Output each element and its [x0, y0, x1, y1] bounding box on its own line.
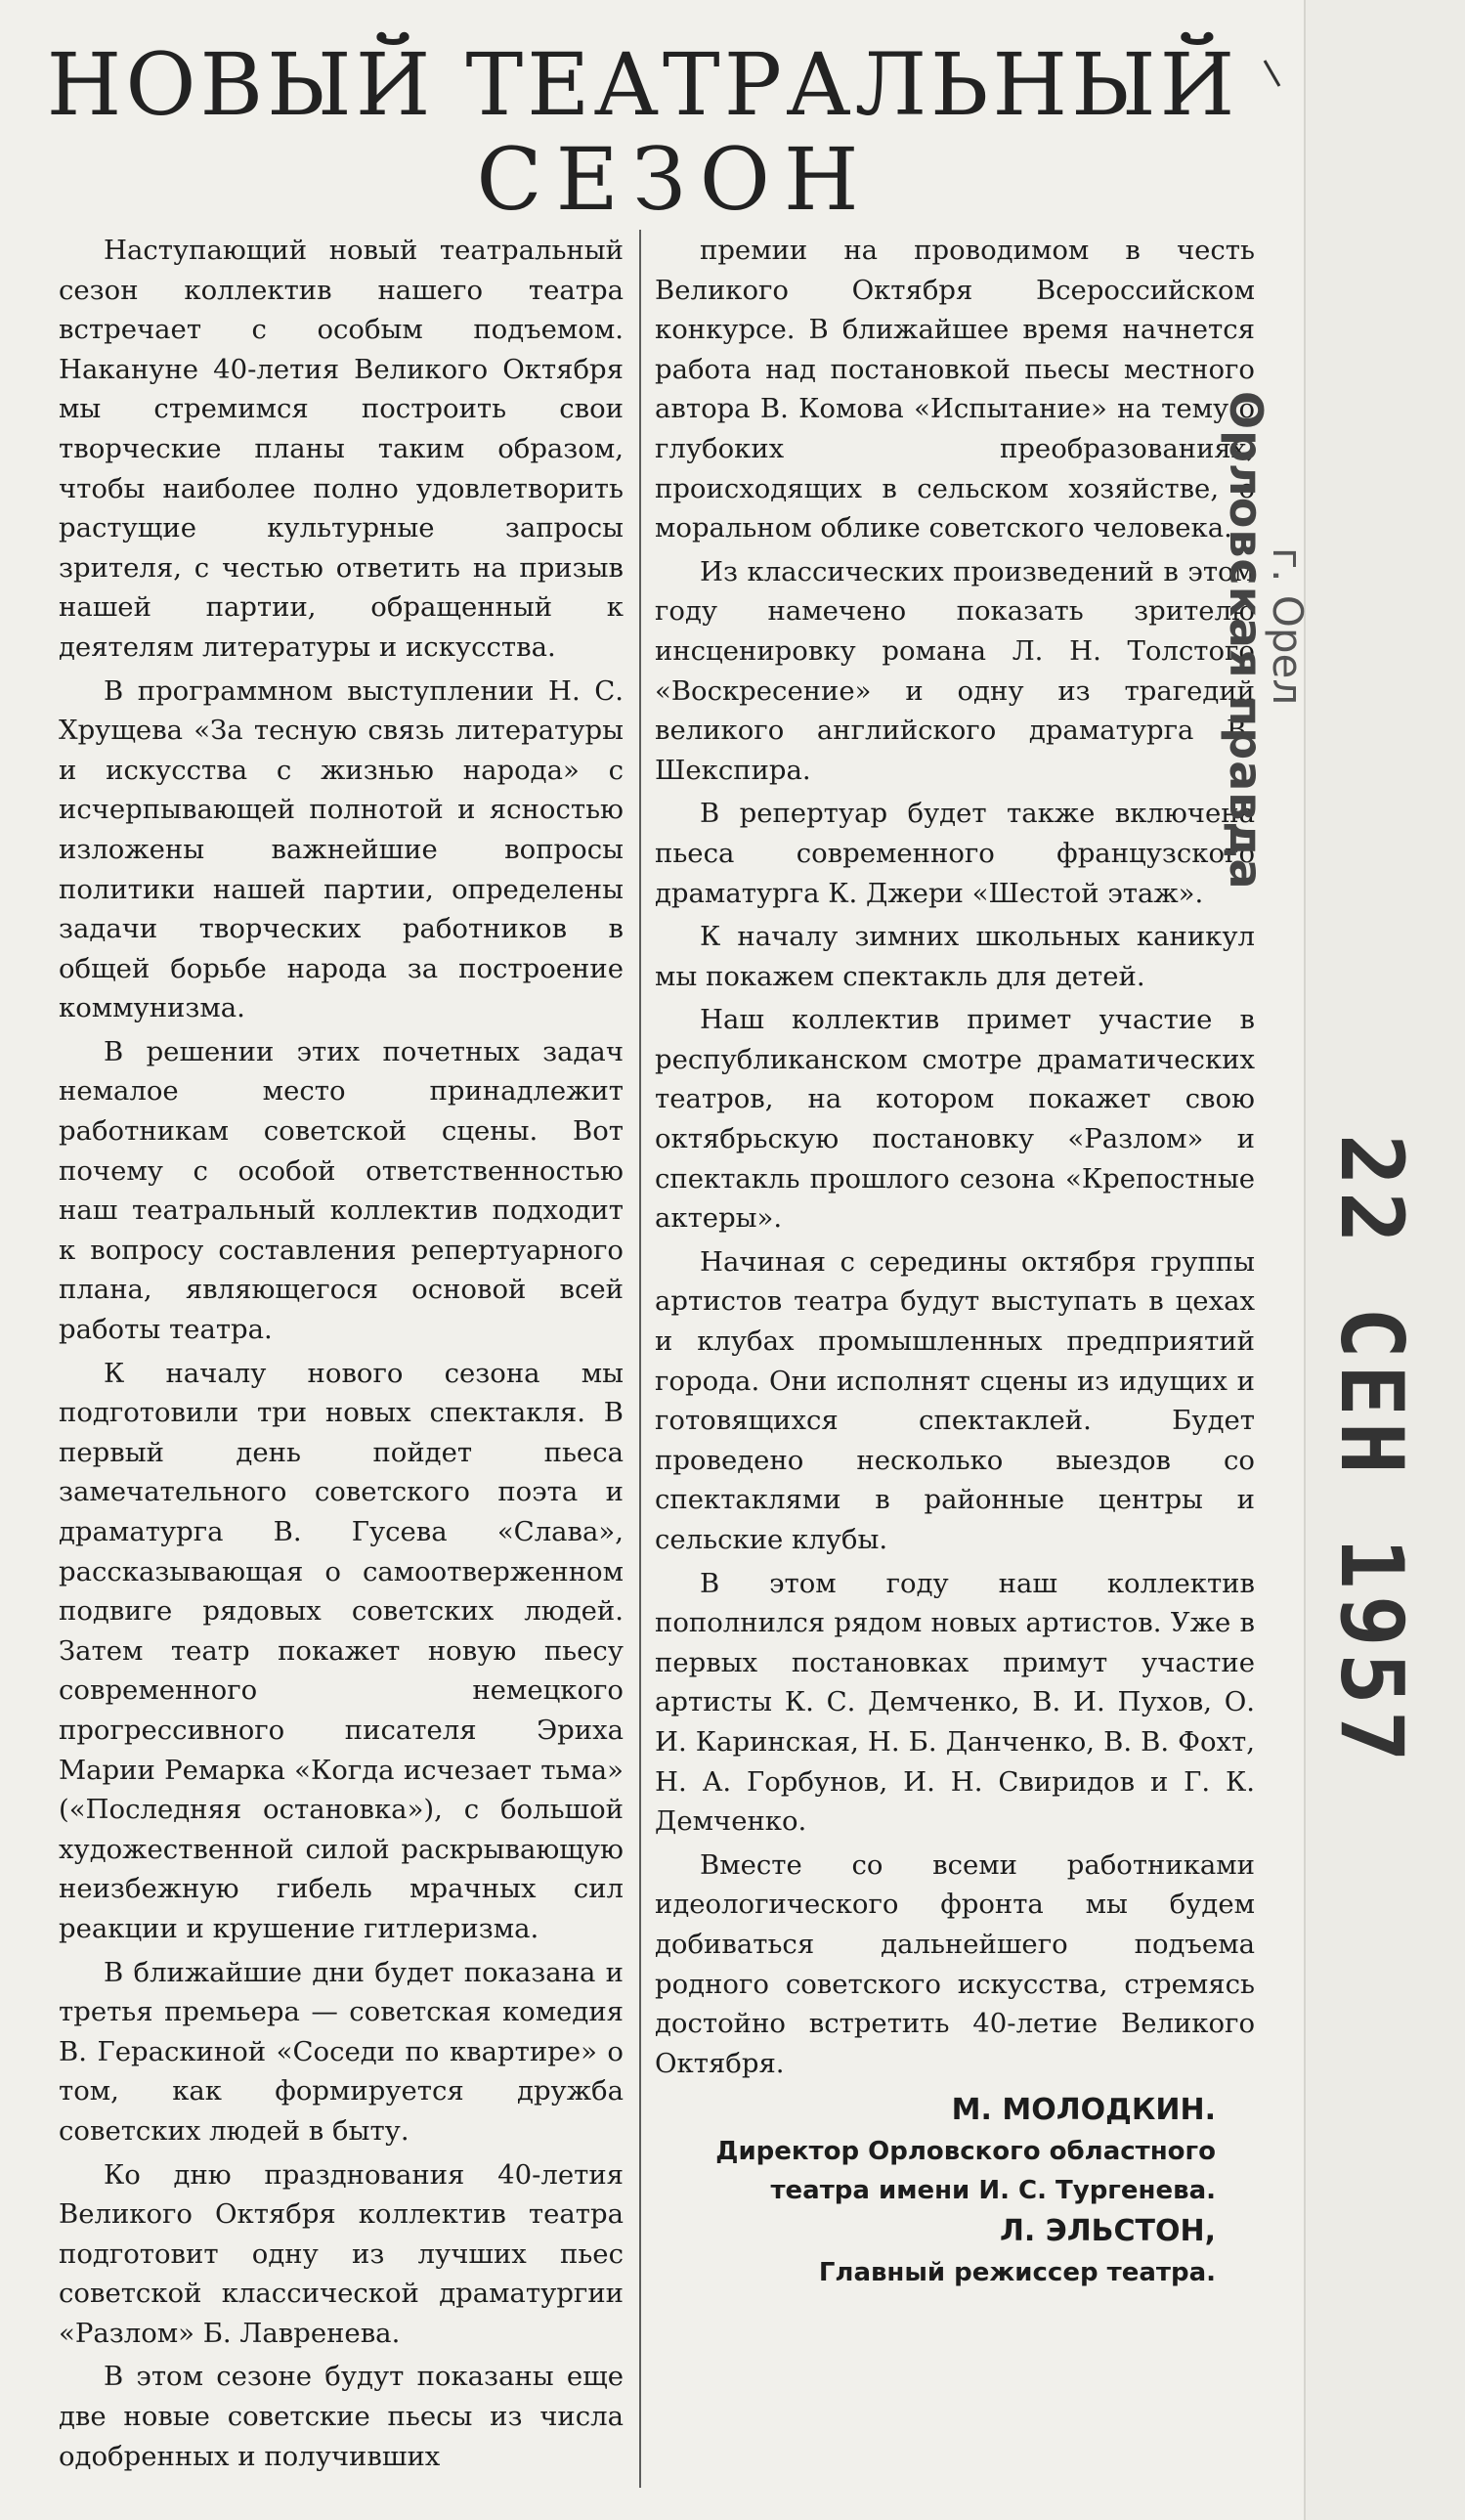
paragraph: В этом сезоне будут показаны еще две новые советские пьесы из числа одобренных и получивших — [59, 2361, 624, 2472]
paragraph: Наступающий новый театральный сезон коллектив нашего театра встречает с особым подъемом. Накануне 40-летия Великого Октября мы стремимся построить свои творческие планы таким образом, чтобы наиболее полно удовлетворить растущие культурные запросы зрителя, с честью ответить на призыв нашей партии, обращенный к деятелям литературы и искусства. — [59, 235, 624, 663]
left-column — [59, 231, 624, 2480]
paragraph: Ко дню празднования 40-летия Великого Октября коллектив театра подготовит одну из лучших пьес советской классической драматургии «Разлом» Б. Лавренева. — [59, 2158, 624, 2349]
date-stamp: 22 СЕН 1957 — [1321, 1134, 1422, 1768]
paragraph: В ближайшие дни будет показана и третья премьера — советская комедия В. Гераскиной «Соседи по квартире» о том, как формируется дружба советских людей в быту. — [59, 1956, 624, 2147]
paragraph: В решении этих почетных задач немалое место принадлежит работникам советской сцены. Вот почему с особой ответственностью наш театральный коллектив подходит к вопросу составления репертуарного плана, являющегося основой всей работы театра. — [59, 1035, 624, 1346]
ink-mark — [1264, 60, 1281, 86]
paragraph: премии на проводимом в честь Великого Октября Всероссийском конкурсе. В ближайшее время начнется работа над постановкой пьесы местного автора В. Комова «Испытание» на тему о глубоких преобразованиях, происходящих в сельском хозяйстве, о моральном облике советского человека. — [655, 235, 1255, 544]
paragraph: В программном выступлении Н. С. Хрущева «За тесную связь литературы и искусства с жизнью народа» с исчерпывающей полнотой и ясностью изложены важнейшие вопросы политики нашей партии, определены задачи творческих работников в общей борьбе народа за построение коммунизма. — [59, 674, 624, 1024]
signature-name-director-2: Л. ЭЛЬСТОН, — [999, 2214, 1216, 2249]
signature-title-chief-director: Главный режиссер театра. — [818, 2258, 1216, 2288]
signature-block — [655, 2089, 1255, 2292]
city-stamp: г. Орел — [1264, 547, 1312, 706]
paragraph: Наш коллектив примет участие в республиканском смотре драматических театров, на котором покажет свою октябрьскую постановку «Разлом» и спектакль прошлого сезона «Крепостные актеры». — [655, 1004, 1255, 1235]
headline-line-1: НОВЫЙ ТЕАТРАЛЬНЫЙ — [46, 34, 1239, 135]
paragraph: Вместе со всеми работниками идеологического фронта мы будем добиваться дальнейшего подъема родного советского искусства, стремясь достойно встретить 40-летие Великого Октября. — [655, 1848, 1255, 2079]
signature-title-director-1: Директор Орловского областного — [715, 2137, 1216, 2167]
right-column — [655, 231, 1255, 2292]
paragraph: В репертуар будет также включена пьеса современного французского драматурга К. Джери «Шестой этаж». — [655, 798, 1255, 909]
paragraph: Начиная с середины октября группы артистов театра будут выступать в цехах и клубах промышленных предприятий города. Они исполнят сцены из идущих и готовящихся спектаклей. Будет проведено несколько выездов со спектаклями в районные центры и сельские клубы. — [655, 1245, 1255, 1555]
signature-name-director: М. МОЛОДКИН. — [951, 2093, 1216, 2128]
paragraph: В этом году наш коллектив пополнился рядом новых артистов. Уже в первых постановках примут участие артисты К. С. Демченко, В. И. Пухов, О. И. Каринская, Н. Б. Данченко, В. В. Фохт, Н. А. Горбунов, И. Н. Свиридов и Г. К. Демченко. — [655, 1567, 1255, 1838]
signature-title-director-2: театра имени И. С. Тургенева. — [770, 2176, 1216, 2206]
column-divider — [639, 230, 641, 2488]
headline-line-2: СЕЗОН — [476, 129, 873, 230]
source-stamp: Орловская правда — [1220, 391, 1272, 891]
paragraph: К началу зимних школьных каникул мы покажем спектакль для детей. — [655, 921, 1255, 992]
paragraph: Из классических произведений в этом году намечено показать зрителю инсценировку романа Л. Н. Толстого «Воскресение» и одну из трагедий великого английского драматурга В. Шекспира. — [655, 555, 1255, 786]
article-headline — [0, 34, 1261, 230]
paragraph: К началу нового сезона мы подготовили три новых спектакля. В первый день пойдет пьеса замечательного советского поэта и драматурга В. Гусева «Слава», рассказывающая о самоотверженном подвиге рядовых советских людей. Затем театр покажет новую пьесу современного немецкого прогрессивного писателя Эриха Марии Ремарка «Когда исчезает тьма» («Последняя остановка»), с большой художественной силой раскрывающую неизбежную гибель мрачных сил реакции и крушение гитлеризма. — [59, 1357, 624, 1944]
